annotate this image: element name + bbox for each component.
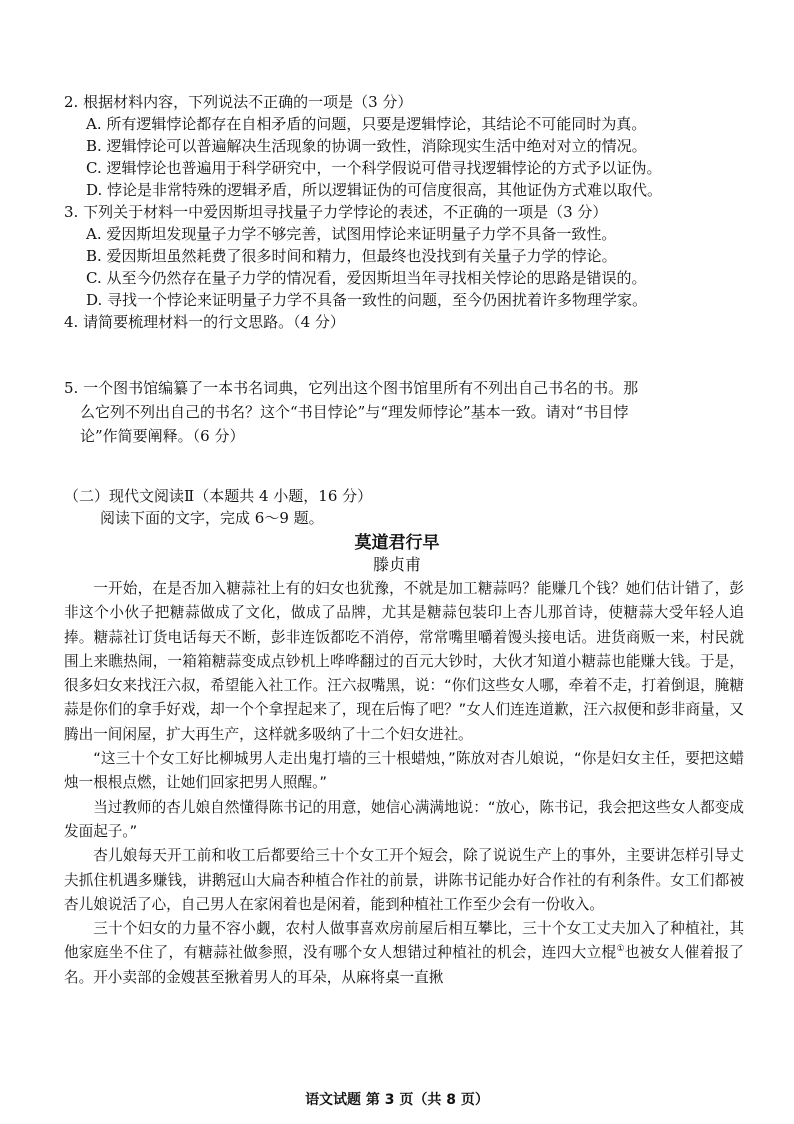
question-3-option-d: D. 寻找一个悖论来证明量子力学不具备一致性的问题，至今仍困扰着许多物理学家。 (86, 291, 648, 309)
story-paragraph-5-part-2: 也被女人催着报了名。开小卖部的金嫂甚至揪着男人的耳朵，从麻将桌一直揪 (64, 944, 744, 986)
story-paragraph-1: 一开始，在是否加入糖蒜社上有的妇女也犹豫，不就是加工糖蒜吗？能赚几个钱？她们估计错了，彭非这个小伙子把糖蒜做成了文化，做成了品牌，尤其是糖蒜包装印上杏儿那首诗，使糖蒜大受年轻人追捧。糖蒜社订货电话每天不断，彭非连饭都吃不消停，常常嘴里嚼着馒头接电话。进货商贩一来，村民就围上来瞧热闹，一箱箱糖蒜变成点钞机上哗哗翻过的百元大钞时，大伙才知道小糖蒜也能赚大钱。于是，很多妇女来找汪六叔，希望能入社工作。汪六叔嘴黑，说：“你们这些女人哪，牵着不走，打着倒退，腌糖蒜是你们的拿手好戏，却一个个拿捏起来了，现在后悔了吧？”女人们连连道歉，汪六叔便和彭非商量，又腾出一间闲屋，扩大再生产，这样就多吸纳了十二个妇女进社。 (64, 580, 744, 743)
story-paragraph-4: 杏儿娘每天开工前和收工后都要给三十个女工开个短会，除了说说生产上的事外，主要讲怎样引导丈夫抓住机遇多赚钱，讲鹅冠山大扁杏种植合作社的前景，讲陈书记能办好合作社的有利条件。女工们都被杏儿娘说活了心，自己男人在家闲着也是闲着，能到种植社工作至少会有一份收入。 (64, 847, 744, 913)
story-paragraph-3: 当过教师的杏儿娘自然懂得陈书记的用意，她信心满满地说：“放心，陈书记，我会把这些女人都变成发面起子。” (64, 798, 744, 840)
question-3-option-b: B. 爱因斯坦虽然耗费了很多时间和精力，但最终也没找到有关量子力学的悖论。 (86, 247, 617, 265)
question-3-option-a: A. 爱因斯坦发现量子力学不够完善，试图用悖论来证明量子力学不具备一致性。 (86, 225, 617, 243)
story-author: 滕贞甫 (372, 555, 421, 574)
question-2-option-c: C. 逻辑悖论也普遍用于科学研究中，一个科学假说可借寻找逻辑悖论的方式予以证伪。 (86, 159, 662, 177)
question-2-option-a: A. 所有逻辑悖论都存在自相矛盾的问题，只要是逻辑悖论，其结论不可能同时为真。 (86, 115, 647, 133)
story-paragraph-2: “这三十个女工好比柳城男人走出鬼打墙的三十根蜡烛，”陈放对杏儿娘说，“你是妇女主任，要把这蜡烛一根根点燃，让她们回家把男人照醒。” (64, 750, 744, 792)
question-5-line-3: 论”作简要阐释。（6 分） (80, 427, 245, 445)
page-footer: 语文试题 第 3 页（共 8 页） (305, 1092, 489, 1108)
question-5 (64, 376, 744, 448)
question-5-line-1: 5. 一个图书馆编纂了一本书名词典，它列出这个图书馆里所有不列出自己书名的书。那 (64, 379, 639, 397)
section-instruction: 阅读下面的文字，完成 6～9 题。 (100, 509, 324, 527)
question-2-option-b: B. 逻辑悖论可以普遍解决生活现象的协调一致性，消除现实生活中绝对对立的情况。 (86, 137, 647, 155)
question-3-option-c: C. 从至今仍然存在量子力学的情况看，爱因斯坦当年寻找相关悖论的思路是错误的。 (86, 269, 647, 287)
section-heading: （二）现代文阅读Ⅱ（本题共 4 小题，16 分） (64, 487, 373, 505)
question-5-line-2: 么它列不列出自己的书名？这个“书目悖论”与“理发师悖论”基本一致。请对“书目悖 (80, 403, 629, 421)
footnote-marker: ① (616, 944, 625, 955)
story-paragraph-5 (64, 917, 744, 990)
question-2-option-d: D. 悖论是非常特殊的逻辑矛盾，所以逻辑证伪的可信度很高，其他证伪方式难以取代。 (86, 181, 663, 199)
story-body (64, 577, 744, 990)
story-title: 莫道君行早 (354, 533, 440, 553)
question-4-stem: 4. 请简要梳理材料一的行文思路。（4 分） (64, 313, 345, 331)
story-paragraph-5-part-1: 三十个妇女的力量不容小觑，农村人做事喜欢房前屋后相互攀比，三十个女工丈夫加入了种植社，其他家庭坐不住了，有糖蒜社做参照，没有哪个女人想错过种植社的机会，连四大立棍 (64, 920, 744, 962)
question-3-stem: 3. 下列关于材料一中爱因斯坦寻找量子力学悖论的表述，不正确的一项是（3 分） (64, 203, 608, 221)
question-2-stem: 2. 根据材料内容，下列说法不正确的一项是（3 分） (64, 93, 413, 111)
